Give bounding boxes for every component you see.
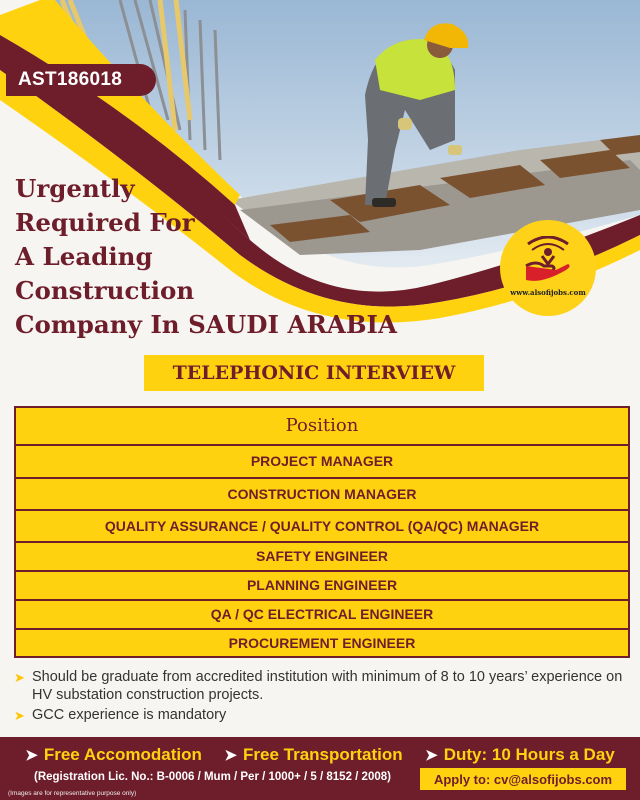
benefit-text: Duty: 10 Hours a Day [443,745,615,764]
benefit-text: Free Transportation [243,745,403,764]
arrow-bullet-icon: ➤ [25,747,38,764]
logo-url: www.alsofijobs.com [510,288,586,297]
arrow-bullet-icon: ➤ [14,670,25,685]
benefit-item [25,745,202,765]
reference-code: AST186018 [6,64,156,96]
registration-number: (Registration Lic. No.: B-0006 / Mum / Per / 1000+ / 5 / 8152 / 2008) [34,771,391,783]
position-row: PROCUREMENT ENGINEER [16,628,628,656]
headline [15,172,397,342]
benefit-item [425,745,615,765]
arrow-bullet-icon: ➤ [425,747,438,764]
position-row: SAFETY ENGINEER [16,541,628,570]
image-disclaimer: (Images are for representative purpose only) [8,790,137,797]
benefit-item [224,745,402,765]
requirement-text: GCC experience is mandatory [32,707,227,723]
interview-type-banner: TELEPHONIC INTERVIEW [144,355,484,391]
requirements-list [14,668,624,727]
requirement-item [14,668,624,704]
headline-line-1: Urgently [15,174,135,203]
benefits-list [0,741,640,769]
position-row: PROJECT MANAGER [16,444,628,477]
benefit-text: Free Accomodation [43,745,202,764]
arrow-bullet-icon: ➤ [224,747,237,764]
position-row: QA / QC ELECTRICAL ENGINEER [16,599,628,628]
positions-table [14,406,630,658]
arrow-bullet-icon: ➤ [14,708,25,723]
requirement-item [14,706,624,725]
footer-bar [0,737,640,800]
headline-line-3: A Leading [15,242,153,271]
headline-line-4: Construction [15,276,195,305]
hero-banner [0,0,640,345]
position-row: QUALITY ASSURANCE / QUALITY CONTROL (QA/QC) MANAGER [16,509,628,541]
positions-header: Position [285,415,359,436]
apply-email-link[interactable]: Apply to: cv@alsofijobs.com [420,768,626,790]
hands-person-icon [522,236,574,286]
headline-line-5: Company In SAUDI ARABIA [15,310,398,339]
headline-line-2: Required For [15,208,195,237]
company-logo [500,220,596,316]
position-row: CONSTRUCTION MANAGER [16,477,628,509]
requirement-text: Should be graduate from accredited institution with minimum of 8 to 10 years’ experience on HV substation construction projects. [32,669,623,703]
position-row: PLANNING ENGINEER [16,570,628,599]
